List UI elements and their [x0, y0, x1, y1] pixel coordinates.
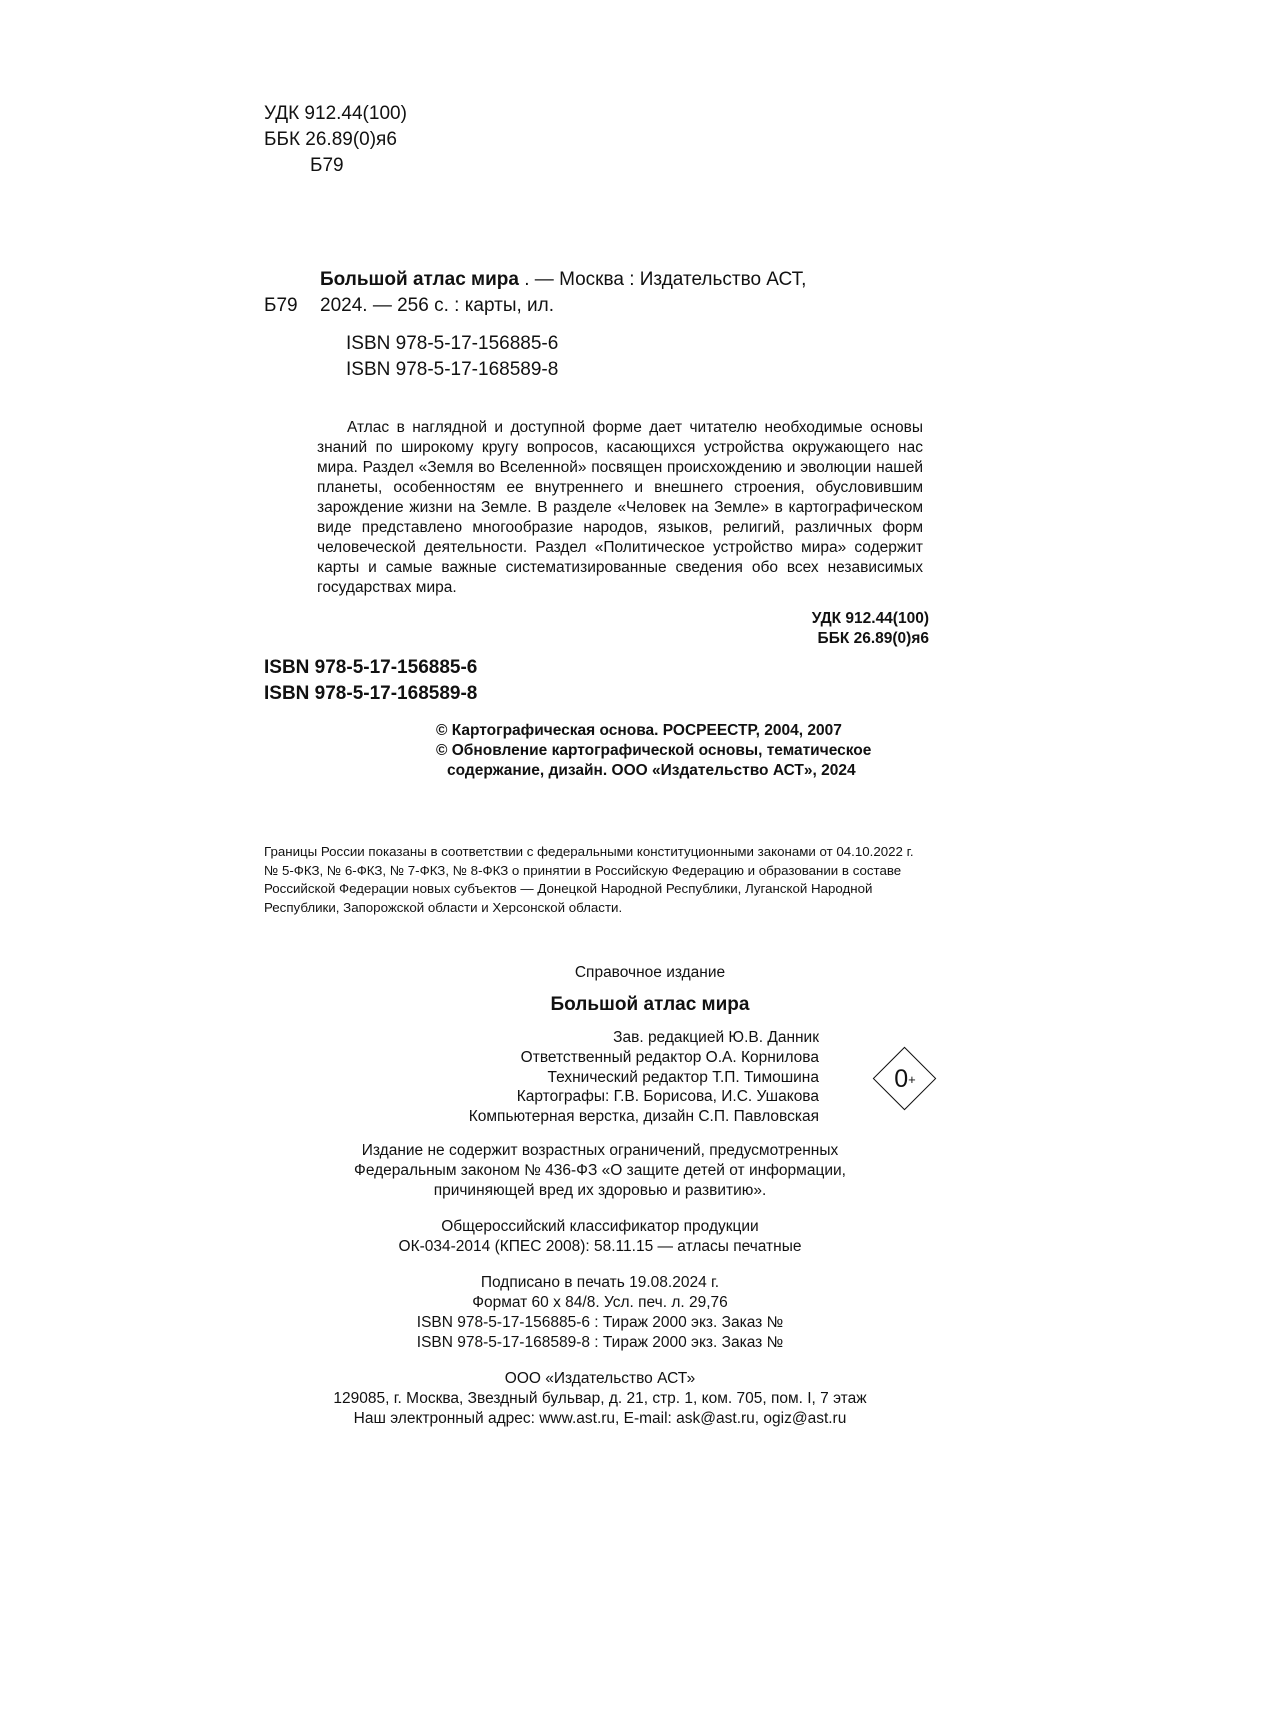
- book-title: Большой атлас мира: [320, 269, 519, 290]
- staff-line: Картографы: Г.В. Борисова, И.С. Ушакова: [516, 1088, 819, 1106]
- isbn-block: [264, 655, 477, 707]
- bibliographic-isbn-list: [346, 331, 558, 383]
- staff-line: Компьютерная верстка, дизайн С.П. Павловская: [468, 1108, 819, 1126]
- author-sign: Б79: [310, 155, 344, 176]
- copyright-line: содержание, дизайн. ООО «Издательство АСТ», 2024: [447, 762, 856, 779]
- product-classifier: [300, 1217, 900, 1257]
- staff-list: [320, 1028, 819, 1127]
- note-line: Российской Федерации новых субъектов — Донецкой Народной Республики, Луганской Народной: [264, 881, 873, 896]
- note-line: Республики, Запорожской области и Херсонской области.: [264, 899, 623, 915]
- notice-line: Издание не содержит возрастных ограничений, предусмотренных: [361, 1142, 839, 1159]
- age-notice: [300, 1141, 900, 1201]
- staff-line: Технический редактор Т.П. Тимошина: [547, 1068, 819, 1086]
- notice-line: Федеральным законом № 436-ФЗ «О защите детей от информации,: [354, 1162, 846, 1179]
- age-rating-number: 0: [894, 1064, 909, 1093]
- staff-line: Зав. редакцией Ю.В. Данник: [613, 1029, 819, 1046]
- annotation: Атлас в наглядной и доступной форме дает читателю необходимые основы знаний по широкому кругу вопросов, касающихся устройства окружающего нас мира. Раздел «Земля во Вселенной» посвящен происхождению и эволюции нашей планеты, особенностям ее внутреннего и внешнего строения, обусловившим зарождение жизни на Земле. В разделе «Человек на Земле» в картографическом виде представлено многообразие народов, языков, религий, различных форм человеческой деятельности. Раздел «Политическое устройство мира» содержит карты и самые важные систематизированные сведения обо всех независимых государствах мира.: [317, 419, 923, 596]
- print-info-line: ISBN 978-5-17-156885-6 : Тираж 2000 экз. Заказ №: [416, 1314, 784, 1331]
- bibliographic-description: [320, 267, 806, 319]
- edition-type: Справочное издание: [574, 964, 726, 981]
- note-line: Границы России показаны в соответствии с федеральными конституционными законами от 04.10.2022 г.: [264, 844, 914, 859]
- print-info: [300, 1273, 900, 1353]
- print-info-line: ISBN 978-5-17-168589-8 : Тираж 2000 экз. Заказ №: [416, 1334, 784, 1351]
- publisher-info: [250, 1369, 950, 1429]
- publication-details: . — Москва : Издательство АСТ,: [518, 269, 807, 290]
- notice-line: причиняющей вред их здоровью и развитию».: [433, 1182, 767, 1199]
- print-info-line: Подписано в печать 19.08.2024 г.: [480, 1274, 720, 1291]
- staff-line: Ответственный редактор О.А. Корнилова: [520, 1048, 819, 1066]
- isbn-line: ISBN 978-5-17-168589-8: [264, 683, 478, 704]
- bbk-code: ББК 26.89(0)я6: [817, 630, 929, 647]
- imprint-title: Большой атлас мира: [550, 994, 750, 1015]
- publisher-contacts: Наш электронный адрес: www.ast.ru, E-mail: ask@ast.ru, ogiz@ast.ru: [353, 1410, 847, 1427]
- publication-year-pages: 2024. — 256 с. : карты, ил.: [320, 295, 555, 316]
- copyright-line: © Обновление картографической основы, тематическое: [436, 742, 872, 759]
- borders-note: [264, 843, 914, 917]
- isbn-line: ISBN 978-5-17-156885-6: [346, 333, 559, 354]
- isbn-line: ISBN 978-5-17-156885-6: [264, 657, 478, 678]
- udk-code: УДК 912.44(100): [264, 103, 407, 124]
- copyright-block: [436, 721, 871, 781]
- note-line: № 5-ФКЗ, № 6-ФКЗ, № 7-ФКЗ, № 8-ФКЗ о принятии в Российскую Федерацию и образовании в составе: [264, 862, 902, 878]
- bibliographic-author-sign: Б79: [264, 295, 298, 316]
- isbn-line: ISBN 978-5-17-168589-8: [346, 359, 559, 380]
- age-rating-badge: [873, 1047, 937, 1111]
- copyright-line: © Картографическая основа. РОСРЕЕСТР, 2004, 2007: [436, 722, 842, 739]
- publisher-name: ООО «Издательство АСТ»: [504, 1370, 696, 1387]
- publisher-address: 129085, г. Москва, Звездный бульвар, д. 21, стр. 1, ком. 705, пом. I, 7 этаж: [333, 1390, 867, 1407]
- udk-code: УДК 912.44(100): [811, 610, 929, 627]
- bbk-code: ББК 26.89(0)я6: [264, 129, 397, 150]
- classifier-line: Общероссийский классификатор продукции: [441, 1218, 759, 1235]
- classification-block: [264, 101, 407, 179]
- annotation-codes: [620, 609, 929, 649]
- age-rating-plus: +: [908, 1071, 916, 1087]
- print-info-line: Формат 60 x 84/8. Усл. печ. л. 29,76: [472, 1294, 728, 1311]
- classifier-line: ОК-034-2014 (КПЕС 2008): 58.11.15 — атласы печатные: [398, 1238, 802, 1255]
